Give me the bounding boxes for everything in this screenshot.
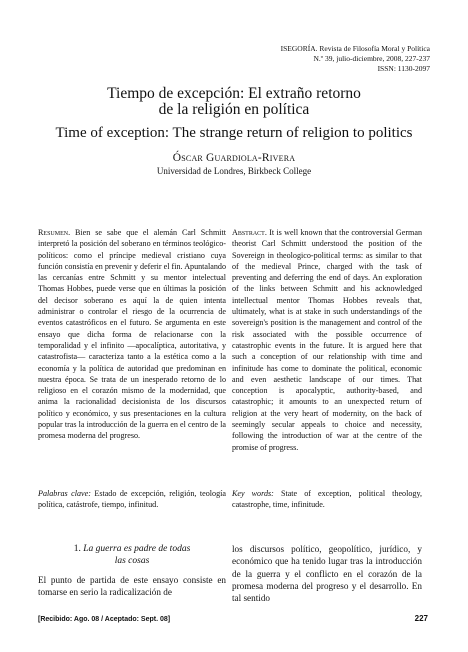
keywords-spanish-text: Estado de excepción, religión, teología política, catástrofe, tiempo, infinitud.: [38, 489, 226, 510]
section-number: 1.: [73, 544, 81, 554]
abstract-spanish-label: Resumen.: [38, 228, 71, 237]
section-heading-line1: La guerra es padre de todas: [83, 544, 191, 554]
abstract-english-text: It is well known that the controversial German theorist Carl Schmitt understood the position of the Sovereign in theologico-political terms: as similar to that of the medieval Prince, charged with the task of preventing and deferring the end of days. An exploration of the links between Schmitt and his acknowledged intellectual mentor Thomas Hobbes reveals that, ultimately, what is at stake in such understandings of the sovereign's position is the management and control of the risk associated with the possible occurrence of catastrophic events in the future. It is argued here that such a conception of our relationship with time and infinitude has come to dominate the political, economic and even aesthetic landscape of our times. That conception is apocalyptic, authority-based, and catastrophic; it amounts to an unexpected return of religion at the very heart of modernity, on the back of seemingly secular appeals to choice and necessity, following the introduction of war at the centre of the promise of progress.: [232, 228, 422, 452]
abstract-english-label: Abstract.: [232, 228, 267, 237]
journal-issue: N.º 39, julio-diciembre, 2008, 227-237: [313, 54, 430, 63]
abstract-spanish: [38, 227, 226, 442]
journal-header: [170, 44, 430, 74]
journal-name: ISEGORÍA. Revista de Filosofía Moral y Política: [280, 44, 430, 53]
section-heading: [38, 544, 226, 567]
page-footer: [38, 614, 428, 626]
title-spanish-line2: de la religión en política: [158, 101, 310, 118]
section-heading-line2: las cosas: [114, 555, 150, 566]
body-text-right: los discursos político, geopolítico, jurídico, y económico que ha tenido lugar tras la introducción de la guerra y el conflicto en el corazón de la promesa moderna del progreso y el desarrollo. En tal sentido: [232, 544, 422, 604]
title-spanish-line1: Tiempo de excepción: El extraño retorno: [107, 85, 361, 102]
author-affiliation: Universidad de Londres, Birkbeck College: [156, 166, 312, 176]
keywords-english: [232, 488, 422, 511]
journal-issn: ISSN: 1130-2097: [377, 64, 430, 73]
title-spanish: [60, 86, 408, 118]
keywords-spanish: [38, 488, 226, 511]
title-english: Time of exception: The strange return of religion to politics: [55, 125, 413, 141]
keywords-english-label: Key words:: [232, 489, 274, 498]
abstract-english: [232, 227, 422, 453]
received-accepted-dates: [Recibido: Ago. 08 / Aceptado: Sept. 08]: [38, 616, 171, 623]
body-text-left: El punto de partida de este ensayo consiste en tomarse en serio la radicalización de: [38, 575, 226, 598]
page-number: 227: [414, 614, 428, 623]
keywords-spanish-label: Palabras clave:: [38, 489, 91, 498]
author-name: Óscar Guardiola-Rivera: [172, 152, 296, 164]
abstract-spanish-text: Bien se sabe que el alemán Carl Schmitt interpretó la posición del soberano en términos teológico-políticos: como el príncipe medieval cristiano cuya función consistía en prevenir y deferir el fin. Apuntalando las cercanías entre Schmitt y su mentor intelectual Thomas Hobbes, puede verse que en últimas la posición del decisor soberano es aquí la de quien intenta administrar o controlar el riesgo de la ocurrencia de eventos catastróficos en el futuro. Se argumenta en este ensayo que dicha forma de relacionarse con la temporalidad y el infinito —apocalíptica, autoritativa, y catastrofista— caracteriza tanto a la estética como a la economía y la política de autoridad que predominan en nuestra época. Se trata de un inesperado retorno de lo religioso en el corazón mismo de la modernidad, que anima la racionalidad decisionista de los discursos político y económico, y sus presentaciones en la cultura popular tras la introducción de la guerra en el centro de la promesa moderna del progreso.: [38, 228, 226, 441]
keywords-english-text: State of exception, political theology, catastrophe, time, infinitude.: [232, 489, 422, 510]
